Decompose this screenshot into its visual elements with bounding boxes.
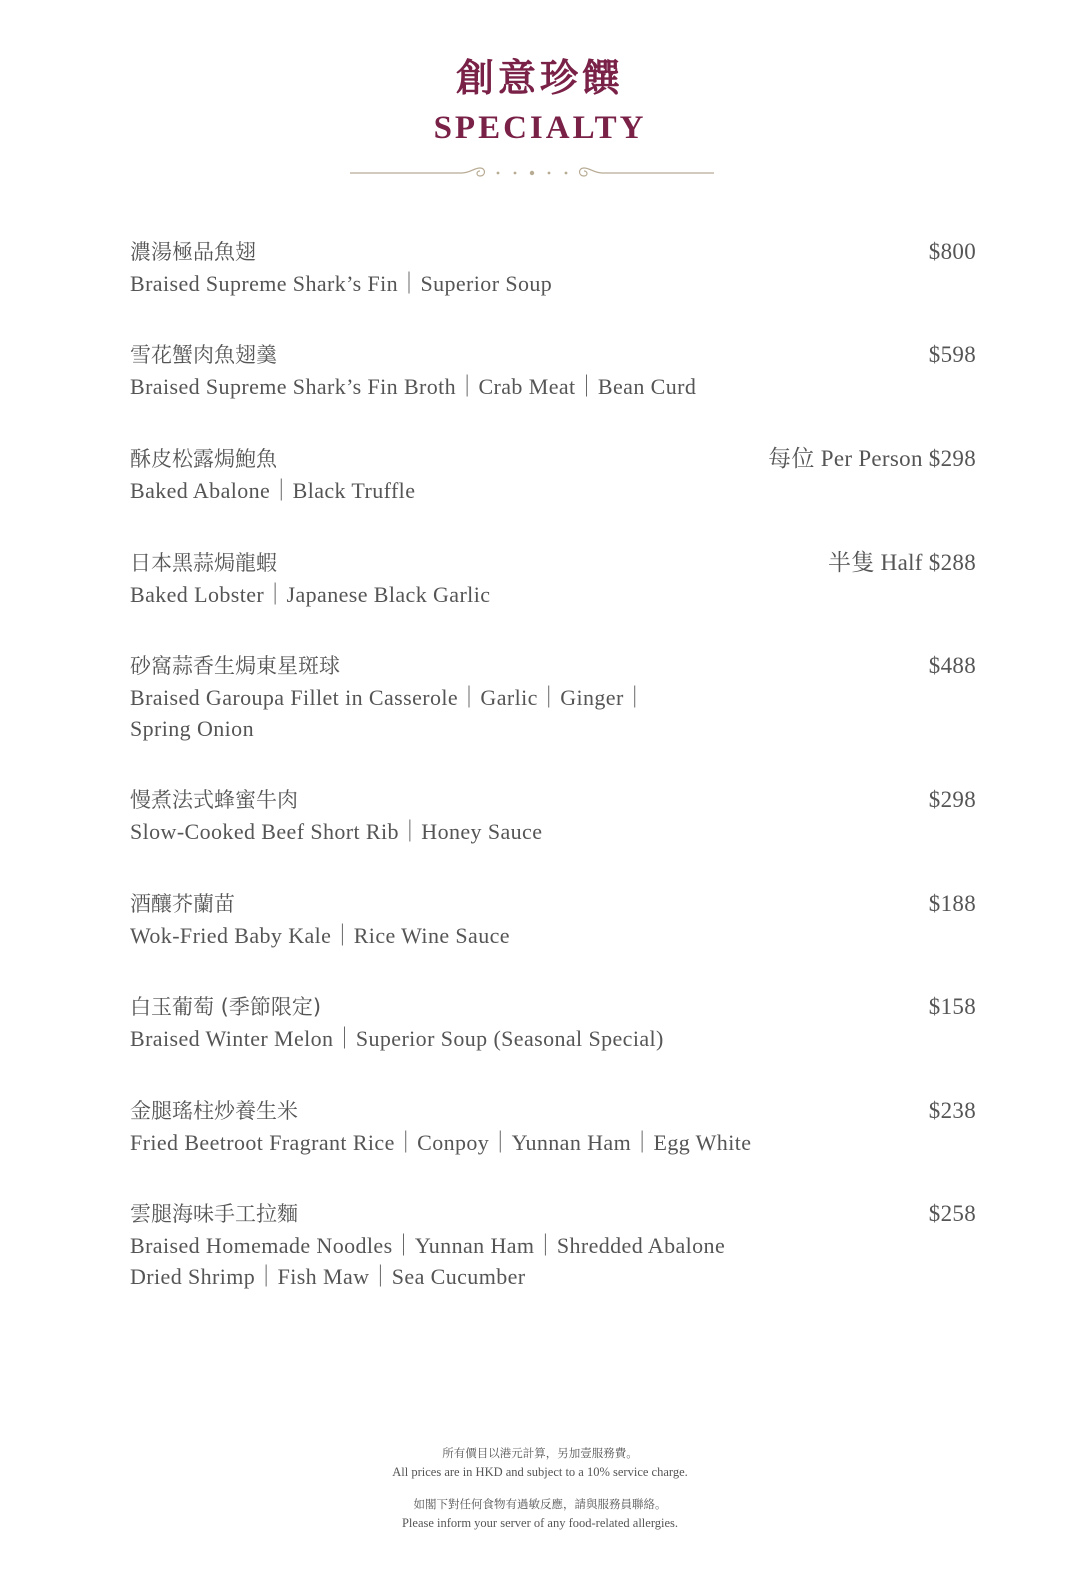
menu-item [130, 784, 976, 847]
dish-name-chinese: 日本黑蒜焗龍蝦 [130, 551, 277, 575]
dish-price: 半隻 Half $288 [828, 550, 976, 575]
dish-name-chinese: 雪花蟹肉魚翅羹 [130, 343, 277, 367]
dish-name-chinese: 雲腿海味手工拉麵 [130, 1202, 298, 1226]
menu-item [130, 1198, 976, 1292]
dish-name-english: Braised Supreme Shark’s Fin｜Superior Soup [130, 271, 553, 296]
page-header [0, 52, 1080, 150]
dish-name-chinese: 金腿瑤柱炒養生米 [130, 1099, 298, 1123]
dish-name-chinese: 白玉葡萄 (季節限定) [130, 995, 322, 1019]
allergy-note-english: Please inform your server of any food-related allergies. [401, 1516, 679, 1530]
dish-name-english: Braised Winter Melon｜Superior Soup (Seasonal Special) [130, 1026, 664, 1051]
menu-item [130, 443, 976, 506]
dish-price: $488 [928, 653, 976, 678]
ornament-divider-icon [350, 160, 714, 186]
menu-item [130, 339, 976, 402]
dish-name-english: Braised Garoupa Fillet in Casserole｜Garlic｜Ginger｜ Spring Onion [130, 685, 647, 741]
dish-name-english: Baked Lobster｜Japanese Black Garlic [130, 582, 491, 607]
dish-price: $598 [928, 342, 976, 367]
dish-name-chinese: 酥皮松露焗鮑魚 [130, 447, 277, 471]
allergy-note-chinese: 如閣下對任何食物有過敏反應，請與服務員聯絡。 [413, 1497, 667, 1511]
dish-price: $238 [928, 1098, 976, 1123]
dish-name-chinese: 酒釀芥蘭苗 [130, 892, 235, 916]
service-charge-note-english: All prices are in HKD and subject to a 10% service charge. [392, 1465, 688, 1479]
page-title-english: SPECIALTY [433, 110, 647, 146]
dish-name-chinese: 砂窩蒜香生焗東星斑球 [130, 654, 340, 678]
dish-name-english: Braised Homemade Noodles｜Yunnan Ham｜Shredded Abalone Dried Shrimp｜Fish Maw｜Sea Cucumber [130, 1233, 726, 1289]
dish-name-english: Braised Supreme Shark’s Fin Broth｜Crab Meat｜Bean Curd [130, 374, 697, 399]
dish-name-chinese: 慢煮法式蜂蜜牛肉 [130, 788, 298, 812]
dish-name-chinese: 濃湯極品魚翅 [130, 240, 256, 264]
menu-item [130, 236, 976, 299]
dish-price: $258 [928, 1201, 976, 1226]
dish-name-english: Wok-Fried Baby Kale｜Rice Wine Sauce [130, 923, 510, 948]
dish-price: 每位 Per Person $298 [768, 446, 976, 471]
page-title-chinese: 創意珍饌 [455, 55, 624, 100]
service-charge-note-chinese: 所有價目以港元計算，另加壹服務費。 [442, 1446, 638, 1460]
dish-price: $298 [928, 787, 976, 812]
menu-item [130, 991, 976, 1054]
menu-item [130, 650, 976, 744]
dish-name-english: Slow-Cooked Beef Short Rib｜Honey Sauce [130, 819, 543, 844]
page-footer [0, 1444, 1080, 1532]
dish-name-english: Fried Beetroot Fragrant Rice｜Conpoy｜Yunnan Ham｜Egg White [130, 1130, 752, 1155]
dish-price: $800 [928, 239, 976, 264]
menu-item [130, 888, 976, 951]
dish-price: $158 [928, 994, 976, 1019]
menu-item [130, 547, 976, 610]
dish-name-english: Baked Abalone｜Black Truffle [130, 478, 416, 503]
menu-item [130, 1095, 976, 1158]
dish-price: $188 [928, 891, 976, 916]
